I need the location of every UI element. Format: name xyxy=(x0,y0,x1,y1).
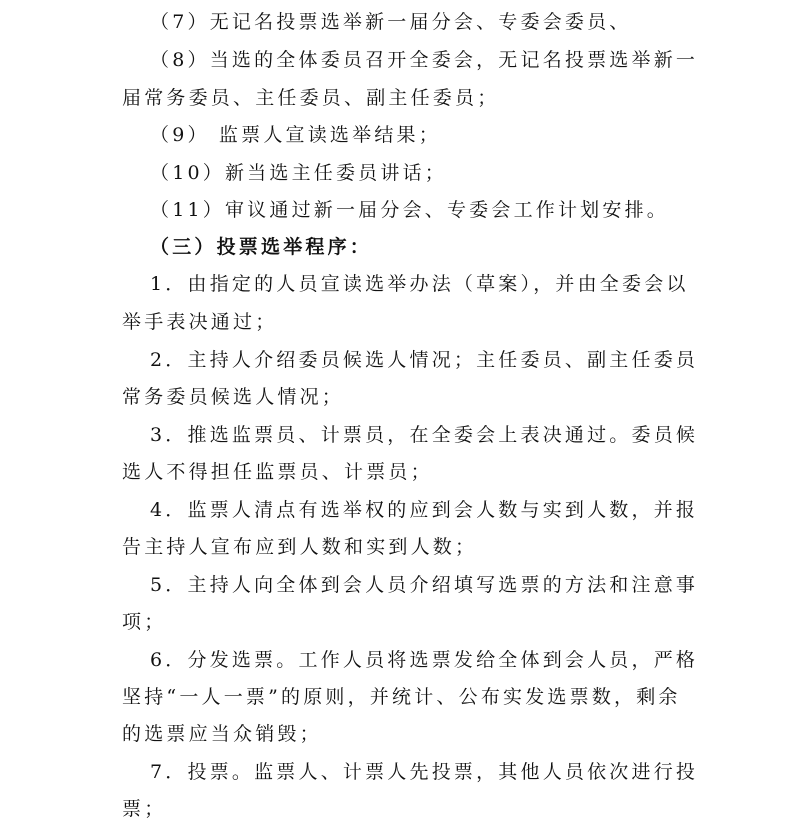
text-line: 2．主持人介绍委员候选人情况；主任委员、副主任委员 xyxy=(150,349,699,371)
text-line: （9） 监票人宣读选举结果； xyxy=(150,124,441,146)
text-line: 7．投票。监票人、计票人先投票，其他人员依次进行投 xyxy=(150,761,699,783)
text-line: 3．推选监票员、计票员，在全委会上表决通过。委员候 xyxy=(150,424,699,446)
text-line: 举手表决通过； xyxy=(122,311,278,333)
section-heading: （三）投票选举程序： xyxy=(150,236,373,258)
text-line: 4．监票人清点有选举权的应到会人数与实到人数，并报 xyxy=(150,499,699,521)
text-line: （11）审议通过新一届分会、专委会工作计划安排。 xyxy=(150,199,669,221)
text-line: （10）新当选主任委员讲话； xyxy=(150,162,447,184)
text-line: 6．分发选票。工作人员将选票发给全体到会人员，严格 xyxy=(150,649,699,671)
text-line: 选人不得担任监票员、计票员； xyxy=(122,461,433,483)
text-line: 5．主持人向全体到会人员介绍填写选票的方法和注意事 xyxy=(150,574,699,596)
text-line: 1．由指定的人员宣读选举办法（草案），并由全委会以 xyxy=(150,273,689,295)
text-line: 告主持人宣布应到人数和实到人数； xyxy=(122,536,478,558)
text-line: 届常务委员、主任委员、副主任委员； xyxy=(122,87,500,109)
text-line: 的选票应当众销毁； xyxy=(122,723,322,745)
text-line: 项； xyxy=(122,611,167,633)
text-line: 常务委员候选人情况； xyxy=(122,386,345,408)
text-line: （7）无记名投票选举新一届分会、专委会委员、 xyxy=(150,11,632,33)
text-line: 坚持“一人一票”的原则，并统计、公布实发选票数，剩余 xyxy=(122,686,681,708)
text-line: （8）当选的全体委员召开全委会，无记名投票选举新一 xyxy=(150,49,699,71)
text-line: 票； xyxy=(122,798,167,820)
